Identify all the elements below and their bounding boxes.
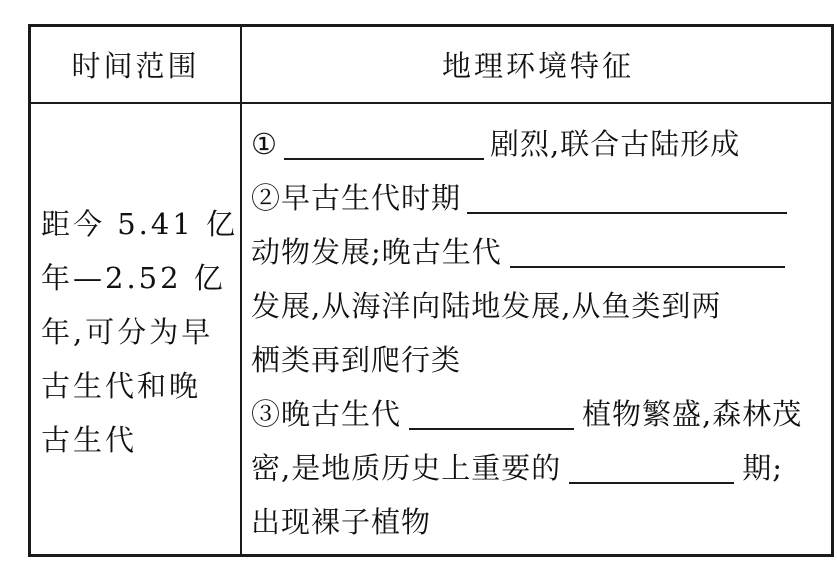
- answer-blank-4[interactable]: [409, 392, 574, 430]
- item-3-line-3: [251, 495, 836, 549]
- features-cell: [251, 117, 836, 549]
- item-3-line-1: [251, 387, 836, 441]
- item-3-text-1a: 晚古生代: [281, 397, 402, 431]
- answer-blank-1[interactable]: [284, 122, 484, 160]
- item-2-text-1: 早古生代时期: [281, 181, 462, 215]
- header-time-range: 时间范围: [71, 49, 200, 83]
- item-3-text-3: 出现裸子植物: [251, 505, 432, 539]
- time-range-line: 距今 5.41 亿: [41, 207, 239, 241]
- item-2-text-3: 发展,从海洋向陆地发展,从鱼类到两: [251, 289, 722, 323]
- item-2-marker: ②: [251, 181, 282, 215]
- item-1-marker: ①: [251, 127, 278, 161]
- item-2-line-2: [251, 225, 836, 279]
- time-range-line: 古生代和晚: [41, 369, 202, 403]
- item-2-line-1: [251, 171, 836, 225]
- time-range-cell: [41, 197, 239, 467]
- item-2-line-3: [251, 279, 836, 333]
- item-2-text-2: 动物发展;晚古生代: [251, 235, 502, 269]
- item-1-line: [251, 117, 836, 171]
- answer-blank-3[interactable]: [510, 230, 785, 268]
- item-3-marker: ③: [251, 397, 282, 431]
- item-1-text: 剧烈,联合古陆形成: [490, 127, 741, 161]
- header-geographic-features: 地理环境特征: [441, 49, 634, 83]
- item-2-text-4: 栖类再到爬行类: [251, 343, 462, 377]
- item-3-text-1b: 植物繁盛,森林茂: [582, 397, 803, 431]
- time-range-line: 年,可分为早: [41, 315, 214, 349]
- header-divider: [31, 102, 831, 104]
- time-range-line: 古生代: [41, 423, 138, 457]
- geology-table: [28, 24, 834, 557]
- item-3-text-2a: 密,是地质历史上重要的: [251, 451, 562, 485]
- answer-blank-2[interactable]: [467, 176, 787, 214]
- item-3-line-2: [251, 441, 836, 495]
- item-2-line-4: [251, 333, 836, 387]
- column-divider: [240, 27, 242, 554]
- item-3-text-2b: 期;: [742, 451, 783, 485]
- time-range-line: 年—2.52 亿: [41, 261, 226, 295]
- answer-blank-5[interactable]: [569, 446, 734, 484]
